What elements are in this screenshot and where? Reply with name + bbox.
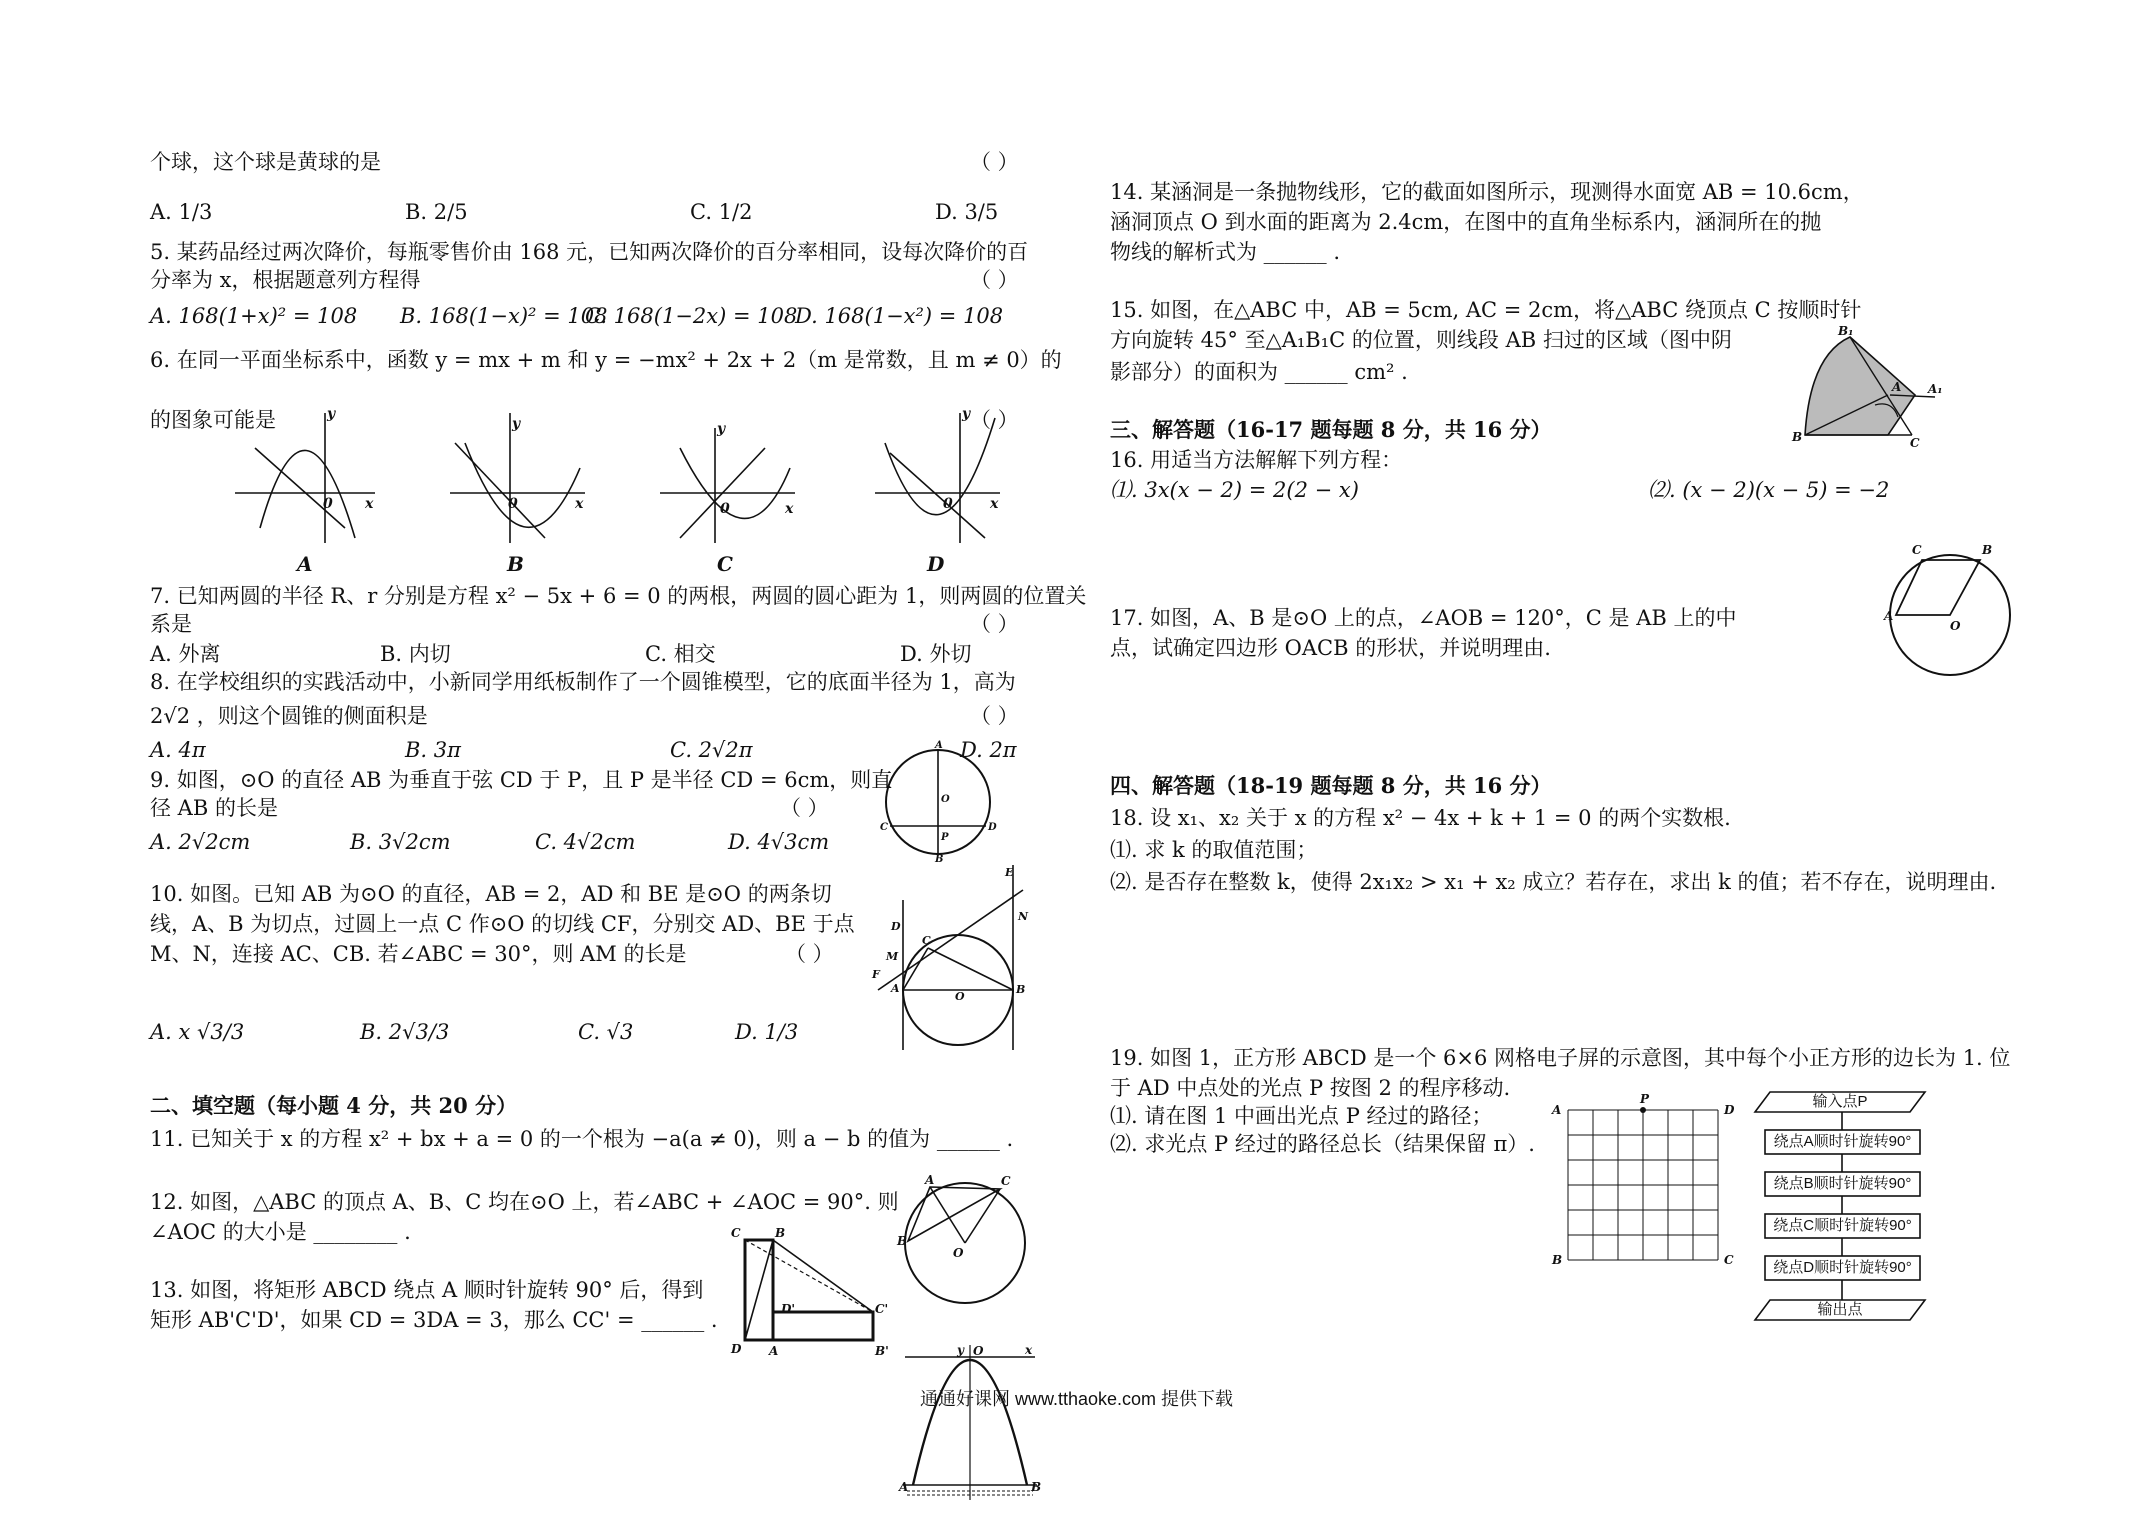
svg-text:C': C' bbox=[875, 1302, 889, 1316]
svg-text:A: A bbox=[1552, 1103, 1562, 1117]
q18-line3: ⑵. 是否存在整数 k，使得 2x₁x₂ > x₁ + x₂ 成立？若存在，求出 k 的值；若不存在，说明理由. bbox=[1110, 870, 1997, 894]
footer-source: 通通好课网 www.tthaoke.com 提供下载 bbox=[920, 1389, 1234, 1409]
svg-text:A: A bbox=[769, 1344, 779, 1358]
svg-text:P: P bbox=[941, 832, 949, 843]
q16-stem: 16. 用适当方法解解下列方程： bbox=[1110, 448, 1403, 472]
q9-line1: 9. 如图，⊙O 的直径 AB 为垂直于弦 CD 于 P，且 P 是半径 CD = 6cm，则直 bbox=[150, 768, 893, 792]
svg-text:B: B bbox=[1016, 983, 1026, 996]
q5-option-d: D. 168(1−x²) = 108 bbox=[795, 304, 1004, 328]
q4-option-a: A. 1/3 bbox=[150, 200, 213, 224]
q19-line2: 于 AD 中点处的光点 P 按图 2 的程序移动. bbox=[1110, 1076, 1511, 1100]
q5-option-b: B. 168(1−x)² = 108 bbox=[400, 304, 608, 328]
svg-text:B: B bbox=[897, 1234, 908, 1248]
svg-text:E: E bbox=[1005, 866, 1014, 879]
q6-line1: 6. 在同一平面坐标系中，函数 y = mx + m 和 y = −mx² + 2x + 2（m 是常数，且 m ≠ 0）的 bbox=[150, 348, 1062, 372]
q6-graph-d bbox=[875, 413, 1000, 543]
svg-text:0: 0 bbox=[943, 496, 953, 512]
svg-text:N: N bbox=[1018, 910, 1029, 923]
svg-text:0: 0 bbox=[508, 496, 518, 512]
svg-text:O: O bbox=[973, 1344, 984, 1358]
q15-line1: 15. 如图，在△ABC 中，AB = 5cm, AC = 2cm，将△ABC 绕顶点 C 按顺时针 bbox=[1110, 298, 1862, 322]
q13-line2: 矩形 AB'C'D'，如果 CD = 3DA = 3，那么 CC' = ______ . bbox=[150, 1308, 718, 1332]
svg-text:D: D bbox=[988, 822, 997, 833]
flow-step-c: 绕点C顺时针旋转90° bbox=[1773, 1217, 1912, 1234]
q9-figure bbox=[878, 740, 998, 865]
q12-line1: 12. 如图，△ABC 的顶点 A、B、C 均在⊙O 上，若∠ABC + ∠AOC = 90°. 则 bbox=[150, 1190, 899, 1214]
svg-text:y: y bbox=[957, 1343, 964, 1357]
q16-part1: ⑴. 3x(x − 2) = 2(2 − x) bbox=[1110, 478, 1359, 502]
q7-option-b: B. 内切 bbox=[380, 642, 451, 666]
q16-part2: ⑵. (x − 2)(x − 5) = −2 bbox=[1648, 478, 1890, 502]
svg-text:C: C bbox=[880, 822, 888, 833]
svg-text:C: C bbox=[731, 1226, 741, 1240]
q8-line2: 2√2 ，则这个圆锥的侧面积是 bbox=[150, 704, 428, 728]
q8-paren: （ ） bbox=[970, 704, 1019, 728]
q11: 11. 已知关于 x 的方程 x² + bx + a = 0 的一个根为 −a(a ≠ 0)，则 a − b 的值为 ______ . bbox=[150, 1127, 1014, 1151]
svg-text:x: x bbox=[575, 496, 584, 512]
q7-line1: 7. 已知两圆的半径 R、r 分别是方程 x² − 5x + 6 = 0 的两根，两圆的圆心距为 1，则两圆的位置关 bbox=[150, 584, 1087, 608]
q19-grid bbox=[1548, 1090, 1748, 1265]
q7-paren: （ ） bbox=[970, 612, 1019, 636]
svg-text:x: x bbox=[365, 496, 374, 512]
q7-option-d: D. 外切 bbox=[900, 642, 972, 666]
q4-option-c: C. 1/2 bbox=[690, 200, 753, 224]
q8-option-d: D. 2π bbox=[960, 738, 1017, 762]
q10-line1: 10. 如图。已知 AB 为⊙O 的直径，AB = 2，AD 和 BE 是⊙O 的两条切 bbox=[150, 882, 832, 906]
svg-text:O: O bbox=[955, 990, 965, 1003]
svg-text:C: C bbox=[1724, 1253, 1734, 1267]
svg-text:C: C bbox=[1001, 1174, 1011, 1188]
q14-line1: 14. 某涵洞是一条抛物线形，它的截面如图所示，现测得水面宽 AB = 10.6cm， bbox=[1110, 180, 1864, 204]
q6-line2: 的图象可能是 bbox=[150, 408, 276, 432]
svg-text:A: A bbox=[1884, 609, 1894, 623]
svg-text:y: y bbox=[962, 406, 971, 422]
q5-line1: 5. 某药品经过两次降价，每瓶零售价由 168 元，已知两次降价的百分率相同，设每次降价的百 bbox=[150, 240, 1029, 264]
q15-figure bbox=[1780, 324, 1943, 450]
svg-text:D: D bbox=[891, 920, 901, 933]
section3-heading: 三、解答题（16-17 题每题 8 分，共 16 分） bbox=[1110, 417, 1552, 442]
svg-text:y: y bbox=[327, 406, 336, 422]
q9-option-a: A. 2√2cm bbox=[150, 830, 251, 854]
q6-paren: （ ） bbox=[970, 408, 1019, 432]
svg-text:D': D' bbox=[781, 1302, 796, 1316]
q6-label-d: D bbox=[927, 552, 945, 576]
svg-text:A: A bbox=[891, 982, 900, 995]
q12-figure bbox=[895, 1175, 1035, 1310]
svg-text:A: A bbox=[899, 1480, 909, 1494]
q4-paren: （ ） bbox=[970, 150, 1019, 174]
svg-text:x: x bbox=[785, 501, 794, 517]
section4-heading: 四、解答题（18-19 题每题 8 分，共 16 分） bbox=[1110, 773, 1552, 798]
flow-input: 输入点P bbox=[1812, 1093, 1868, 1110]
q9-line2: 径 AB 的长是 bbox=[150, 796, 278, 820]
q18-line1: 18. 设 x₁、x₂ 关于 x 的方程 x² − 4x + k + 1 = 0 的两个实数根. bbox=[1110, 806, 1731, 830]
q9-option-b: B. 3√2cm bbox=[350, 830, 451, 854]
svg-text:D: D bbox=[731, 1342, 742, 1356]
q10-line2: 线，A、B 为切点，过圆上一点 C 作⊙O 的切线 CF，分别交 AD、BE 于点 bbox=[150, 912, 855, 936]
q19-flowchart bbox=[1750, 1092, 1930, 1332]
svg-text:y: y bbox=[717, 421, 726, 437]
q10-line3: M、N，连接 AC、CB. 若∠ABC = 30°，则 AM 的长是 bbox=[150, 942, 687, 966]
q6-label-b: B bbox=[507, 552, 524, 576]
svg-text:C: C bbox=[1912, 543, 1922, 557]
q8-option-b: B. 3π bbox=[405, 738, 461, 762]
q7-option-c: C. 相交 bbox=[645, 642, 716, 666]
svg-text:O: O bbox=[953, 1246, 964, 1260]
q7-line2: 系是 bbox=[150, 612, 192, 636]
q4-stem: 个球，这个球是黄球的是 bbox=[150, 150, 381, 174]
svg-text:B₁: B₁ bbox=[1838, 324, 1854, 338]
svg-text:x: x bbox=[1025, 1343, 1033, 1357]
q6-label-c: C bbox=[717, 552, 733, 576]
q7-option-a: A. 外离 bbox=[150, 642, 221, 666]
q6-graph-b bbox=[450, 413, 585, 543]
q13-figure bbox=[725, 1225, 910, 1360]
flow-step-a: 绕点A顺时针旋转90° bbox=[1773, 1133, 1912, 1150]
svg-text:A: A bbox=[925, 1173, 935, 1187]
svg-text:B: B bbox=[1982, 543, 1993, 557]
flow-step-b: 绕点B顺时针旋转90° bbox=[1773, 1175, 1912, 1192]
svg-text:B: B bbox=[1792, 430, 1803, 444]
q8-option-a: A. 4π bbox=[150, 738, 206, 762]
q6-graph-a bbox=[235, 413, 375, 543]
q18-line2: ⑴. 求 k 的取值范围； bbox=[1110, 838, 1318, 862]
q10-option-c: C. √3 bbox=[578, 1020, 634, 1044]
q10-paren: （ ） bbox=[785, 942, 834, 966]
svg-text:C: C bbox=[1910, 436, 1920, 450]
q10-figure bbox=[858, 860, 1038, 1055]
q6-graph-c bbox=[660, 428, 795, 543]
q5-paren: （ ） bbox=[970, 268, 1019, 292]
svg-text:B': B' bbox=[875, 1344, 889, 1358]
q8-option-c: C. 2√2π bbox=[670, 738, 753, 762]
svg-text:A: A bbox=[1892, 380, 1902, 394]
flow-output: 输出点 bbox=[1817, 1301, 1863, 1318]
svg-text:P: P bbox=[1640, 1092, 1650, 1106]
q17-line2: 点，试确定四边形 OACB 的形状，并说明理由. bbox=[1110, 636, 1551, 660]
q12-line2: ∠AOC 的大小是 ________ . bbox=[150, 1220, 411, 1244]
q19-line1: 19. 如图 1，正方形 ABCD 是一个 6×6 网格电子屏的示意图，其中每个小正方形的边长为 1. 位 bbox=[1110, 1046, 2011, 1070]
svg-text:B: B bbox=[775, 1226, 786, 1240]
flow-step-d: 绕点D顺时针旋转90° bbox=[1773, 1259, 1912, 1276]
q10-option-b: B. 2√3/3 bbox=[360, 1020, 450, 1044]
q17-figure bbox=[1870, 540, 2015, 680]
q14-line2: 涵洞顶点 O 到水面的距离为 2.4cm，在图中的直角坐标系内，涵洞所在的抛 bbox=[1110, 210, 1822, 234]
svg-text:F: F bbox=[872, 968, 880, 981]
section2-heading: 二、填空题（每小题 4 分，共 20 分） bbox=[150, 1093, 518, 1118]
svg-text:0: 0 bbox=[323, 496, 333, 512]
svg-text:B: B bbox=[1031, 1480, 1042, 1494]
svg-text:0: 0 bbox=[720, 501, 730, 517]
q5-line2: 分率为 x，根据题意列方程得 bbox=[150, 268, 421, 292]
right-column bbox=[1100, 0, 2150, 1518]
q9-paren: （ ） bbox=[780, 796, 829, 820]
q4-option-d: D. 3/5 bbox=[935, 200, 999, 224]
q19-line3: ⑴. 请在图 1 中画出光点 P 经过的路径； bbox=[1110, 1104, 1493, 1128]
svg-text:M: M bbox=[886, 950, 899, 963]
q17-line1: 17. 如图，A、B 是⊙O 上的点，∠AOB = 120°，C 是 AB 上的中 bbox=[1110, 606, 1737, 630]
q8-line1: 8. 在学校组织的实践活动中，小新同学用纸板制作了一个圆锥模型，它的底面半径为 1，高为 bbox=[150, 670, 1016, 694]
svg-text:O: O bbox=[1950, 619, 1961, 633]
q4-option-b: B. 2/5 bbox=[405, 200, 468, 224]
q10-option-d: D. 1/3 bbox=[735, 1020, 799, 1044]
svg-text:B: B bbox=[1552, 1253, 1563, 1267]
svg-text:y: y bbox=[512, 416, 521, 432]
q5-option-c: C. 168(1−2x) = 108 bbox=[585, 304, 798, 328]
q14-line3: 物线的解析式为 ______ . bbox=[1110, 240, 1341, 264]
svg-text:x: x bbox=[990, 496, 999, 512]
q6-graphs bbox=[225, 408, 1005, 578]
q14-figure bbox=[895, 1345, 1045, 1505]
svg-text:C: C bbox=[922, 934, 931, 947]
q9-option-d: D. 4√3cm bbox=[728, 830, 830, 854]
q5-option-a: A. 168(1+x)² = 108 bbox=[150, 304, 358, 328]
q13-line1: 13. 如图，将矩形 ABCD 绕点 A 顺时针旋转 90° 后，得到 bbox=[150, 1278, 704, 1302]
q9-option-c: C. 4√2cm bbox=[535, 830, 636, 854]
q15-line2: 方向旋转 45° 至△A₁B₁C 的位置，则线段 AB 扫过的区域（图中阴 bbox=[1110, 328, 1732, 352]
svg-text:D: D bbox=[1724, 1103, 1735, 1117]
svg-text:A: A bbox=[935, 740, 943, 751]
svg-text:A₁: A₁ bbox=[1928, 382, 1943, 396]
q19-line4: ⑵. 求光点 P 经过的路径总长（结果保留 π）. bbox=[1110, 1132, 1535, 1156]
svg-text:B: B bbox=[935, 854, 944, 865]
q15-line3: 影部分）的面积为 ______ cm² . bbox=[1110, 360, 1408, 384]
svg-text:O: O bbox=[941, 794, 950, 805]
q10-option-a: A. x √3/3 bbox=[150, 1020, 245, 1044]
q6-label-a: A bbox=[297, 552, 313, 576]
